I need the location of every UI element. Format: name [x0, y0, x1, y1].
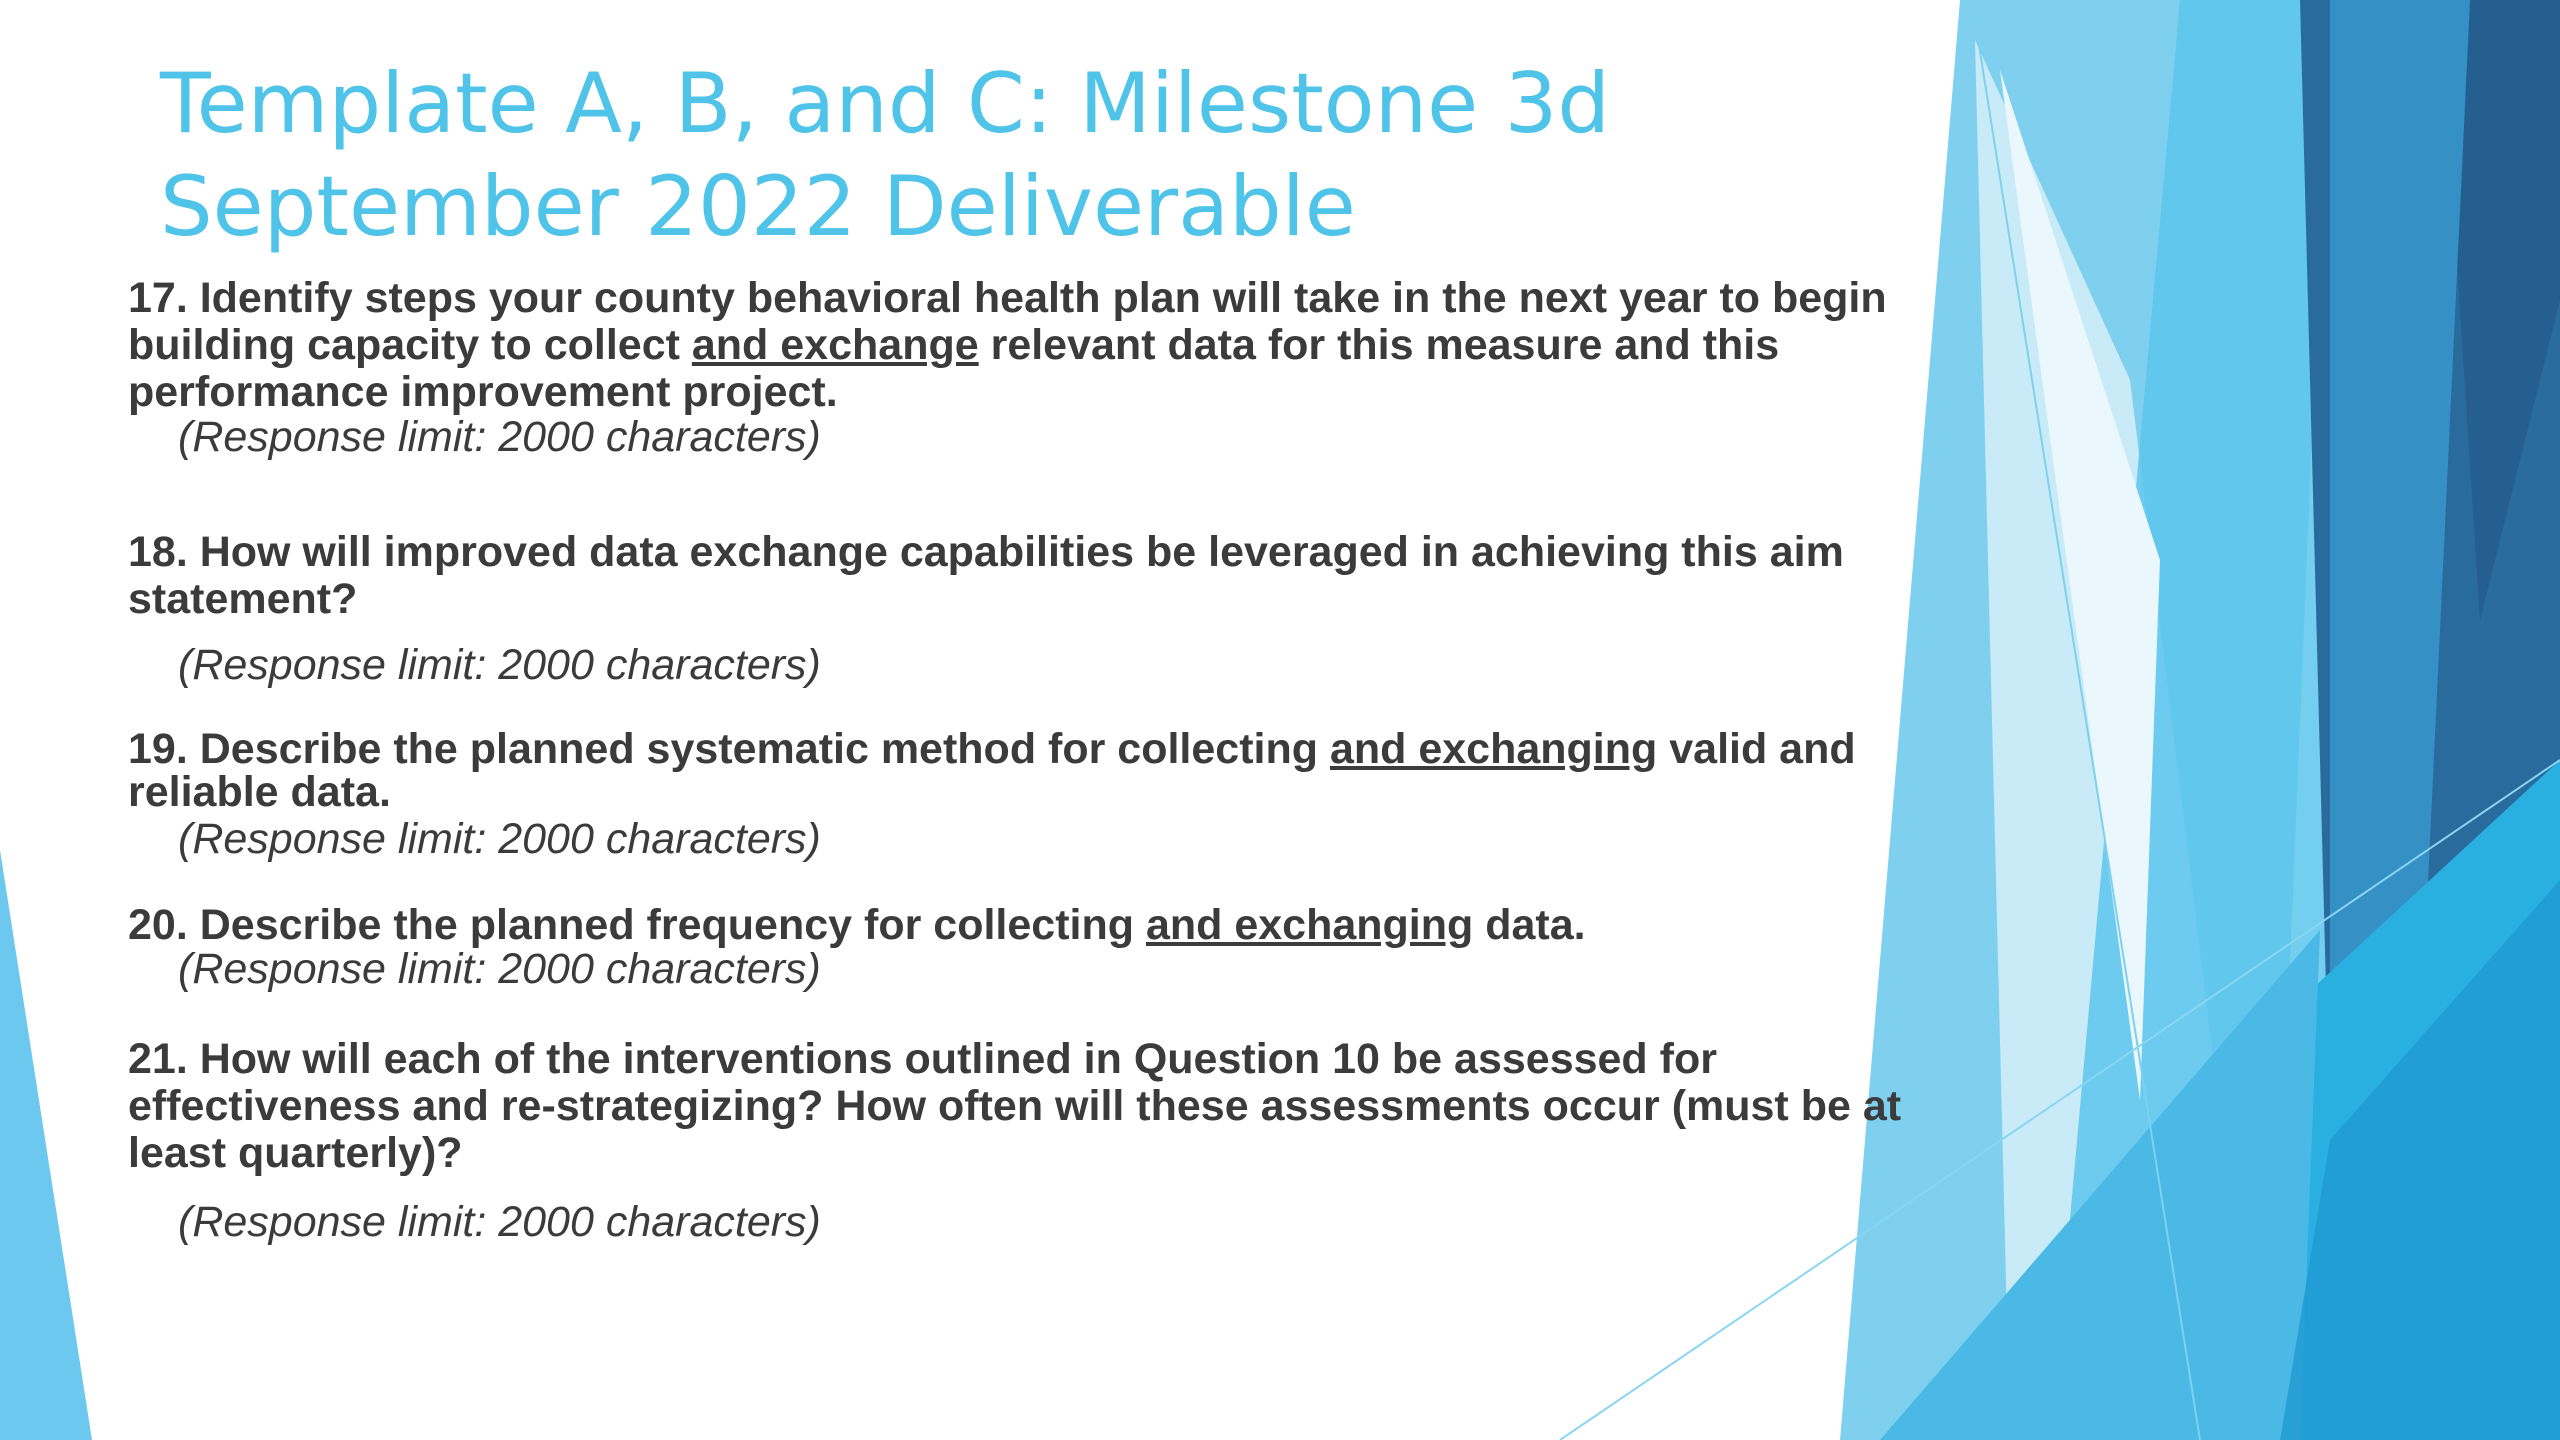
question-20-response-limit: (Response limit: 2000 characters) [178, 945, 821, 993]
question-18 [128, 529, 1968, 623]
question-17-underlined: and exchange [691, 321, 979, 369]
question-17-text: 17. Identify steps your county behavioral health plan will take in the next year to begin building capacity to collect [128, 274, 1887, 369]
question-21-response-limit: (Response limit: 2000 characters) [178, 1198, 821, 1246]
question-19-text-after: valid and reliable data. [128, 725, 1856, 816]
question-18-text: 18. How will improved data exchange capabilities be leveraged in achieving this aim statement? [128, 528, 1844, 623]
question-21 [128, 1036, 1968, 1177]
question-19-underlined: and exchanging [1329, 725, 1658, 773]
question-21-text: 21. How will each of the interventions outlined in Question 10 be assessed for effectiveness and re-strategizing? How often will these assessments occur (must be at least quarterly)? [128, 1035, 1902, 1177]
question-20-text: 20. Describe the planned frequency for collecting [128, 901, 1146, 949]
question-17-text-after: relevant data for this measure and this performance improvement project. [128, 321, 1780, 416]
facet-left-edge [0, 850, 92, 1440]
question-20-underlined: and exchanging [1145, 901, 1474, 949]
slide-title [160, 52, 1860, 258]
title-line-2: September 2022 Deliverable [160, 158, 1356, 255]
question-20 [128, 902, 1968, 949]
title-line-1: Template A, B, and C: Milestone 3d [160, 55, 1611, 152]
question-17 [128, 275, 1968, 416]
question-18-response-limit: (Response limit: 2000 characters) [178, 641, 821, 689]
question-19-response-limit: (Response limit: 2000 characters) [178, 815, 821, 863]
question-17-response-limit: (Response limit: 2000 characters) [178, 413, 821, 461]
question-20-text-after: data. [1473, 901, 1586, 949]
question-19 [128, 725, 1968, 816]
question-19-text: 19. Describe the planned systematic method for collecting [128, 725, 1330, 773]
